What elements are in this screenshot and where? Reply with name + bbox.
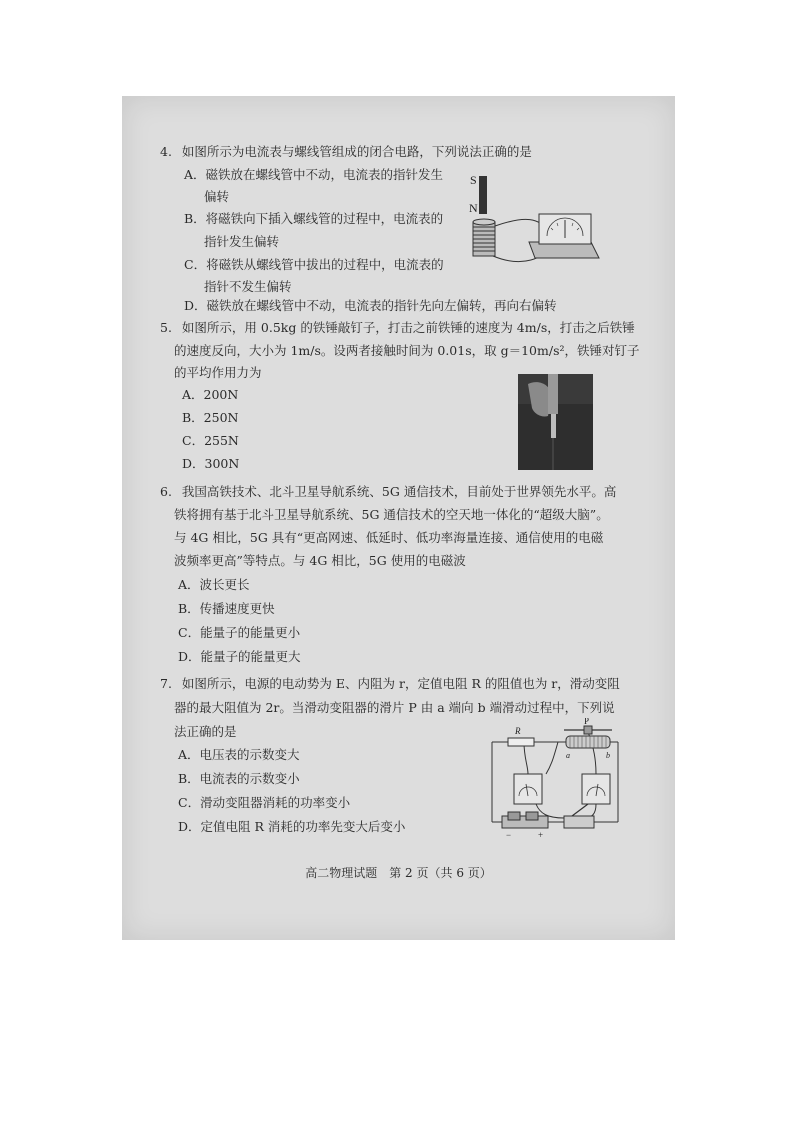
question-number: 7. (160, 676, 172, 691)
voltmeter (514, 774, 542, 804)
solenoid-galvanometer-figure (467, 170, 602, 270)
nail (551, 414, 556, 438)
option-c-line2: 指针不发生偏转 (204, 279, 292, 294)
question-line: 与 4G 相比，5G 具有“更高网速、低延时、低功率海量连接、通信使用的电磁 (174, 530, 604, 545)
question-6 (160, 480, 616, 504)
slide-rheostat (566, 736, 610, 748)
page-footer: 高二物理试题 第 2 页（共 6 页） (305, 866, 492, 880)
battery-positive-label: + (538, 830, 544, 840)
battery-negative-label: − (506, 830, 512, 840)
option-b-line2: 指针发生偏转 (204, 234, 280, 249)
terminal-b-label: b (606, 751, 610, 760)
option-a-line1: A．磁铁放在螺线管中不动，电流表的指针发生 (184, 167, 444, 182)
question-4 (160, 140, 532, 164)
question-line: 如图所示，用 0.5kg 的铁锤敲钉子，打击之前铁锤的速度为 4m/s，打击之后铁锤 (181, 320, 635, 335)
option-c: C．255N (182, 433, 239, 448)
option-b: B．传播速度更快 (178, 601, 275, 616)
option-d: D．300N (182, 456, 240, 471)
exam-page (122, 96, 675, 940)
resistor-r-label: R (515, 726, 521, 736)
question-line: 法正确的是 (174, 724, 237, 739)
magnet-pole-s-label: S (470, 173, 477, 187)
question-line: 的平均作用力为 (174, 365, 262, 380)
question-5 (160, 316, 635, 340)
option-a-line2: 偏转 (204, 189, 230, 204)
question-line: 我国高铁技术、北斗卫星导航系统、5G 通信技术，目前处于世界领先水平。高 (181, 484, 617, 499)
option-a: A．电压表的示数变大 (178, 747, 300, 762)
bar-magnet (479, 176, 487, 214)
question-stem: 如图所示为电流表与螺线管组成的闭合电路，下列说法正确的是 (181, 144, 532, 159)
question-7 (160, 672, 620, 696)
terminal-a-label: a (566, 751, 570, 760)
option-c: C．能量子的能量更小 (178, 625, 301, 640)
option-d: D．磁铁放在螺线管中不动，电流表的指针先向左偏转，再向右偏转 (184, 298, 557, 313)
switch (564, 816, 594, 828)
fixed-resistor-r (508, 738, 534, 746)
question-line: 波频率更高”等特点。与 4G 相比，5G 使用的电磁波 (174, 553, 466, 568)
question-line: 的速度反向，大小为 1m/s。设两者接触时间为 0.01s，取 g＝10m/s²，铁锤对钉子 (174, 343, 640, 358)
question-number: 4. (160, 144, 172, 159)
option-b: B．250N (182, 410, 239, 425)
option-c: C．滑动变阻器消耗的功率变小 (178, 795, 351, 810)
option-b: B．电流表的示数变小 (178, 771, 300, 786)
question-number: 6. (160, 484, 172, 499)
question-line: 铁将拥有基于北斗卫星导航系统、5G 通信技术的空天地一体化的“超级大脑”。 (174, 507, 609, 522)
option-c-line1: C．将磁铁从螺线管中拔出的过程中，电流表的 (184, 257, 444, 272)
option-a: A．200N (182, 387, 239, 402)
hammer-nail-photo (518, 374, 593, 470)
question-line: 如图所示，电源的电动势为 E、内阻为 r，定值电阻 R 的阻值也为 r，滑动变阻 (181, 676, 620, 691)
question-line: 器的最大阻值为 2r。当滑动变阻器的滑片 P 由 a 端向 b 端滑动过程中，下列说 (174, 700, 615, 715)
ammeter (582, 774, 610, 804)
circuit-diagram (484, 718, 622, 842)
option-d: D．能量子的能量更大 (178, 649, 301, 664)
option-a: A．波长更长 (178, 577, 250, 592)
option-d: D．定值电阻 R 消耗的功率先变大后变小 (178, 819, 406, 834)
magnet-pole-n-label: N (469, 201, 478, 215)
question-number: 5. (160, 320, 172, 335)
hammer-handle (548, 374, 558, 414)
option-b-line1: B．将磁铁向下插入螺线管的过程中，电流表的 (184, 211, 444, 226)
slider-p-label: P (584, 718, 590, 726)
slider-p (584, 726, 592, 734)
